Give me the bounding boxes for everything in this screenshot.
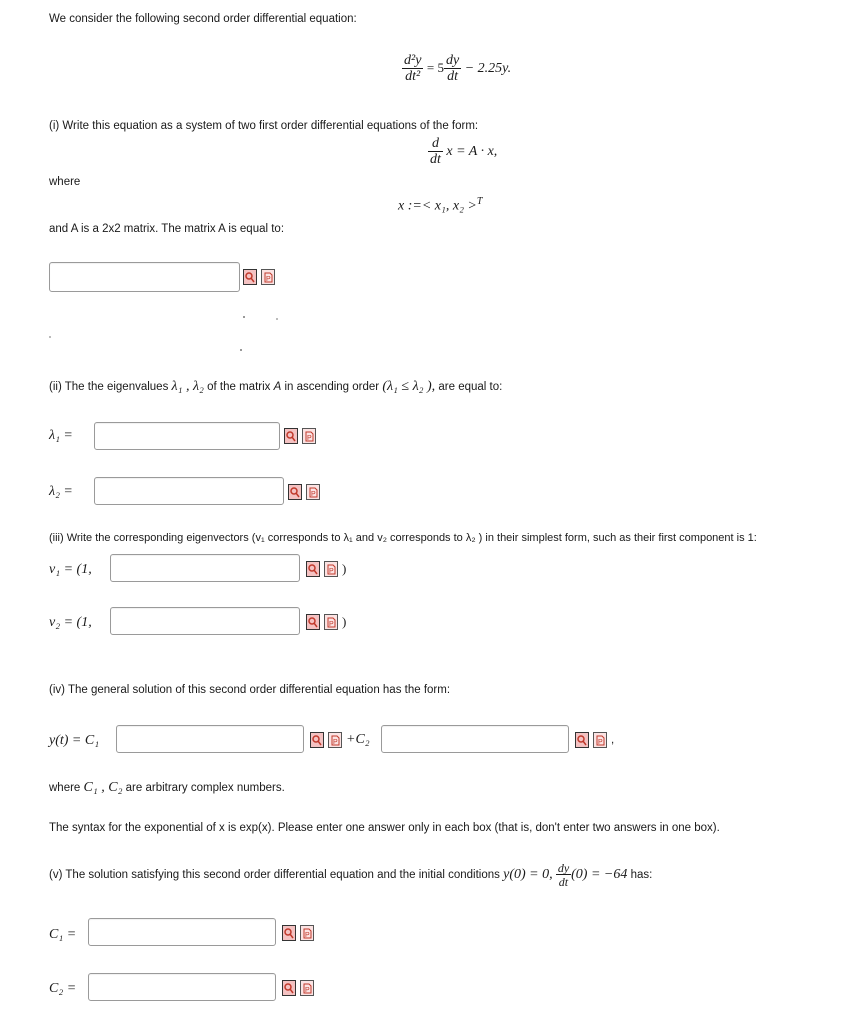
part1-text: (i) Write this equation as a system of two first order differential equations of the form: [49, 120, 479, 132]
xdef-sup: T [476, 196, 483, 207]
lambda1-icons [284, 427, 316, 445]
y-label: y(t) = C₁ [49, 733, 100, 748]
preview-icon[interactable] [284, 428, 298, 444]
c1-label: C₁ = [49, 927, 77, 942]
dot-mark [240, 349, 242, 351]
preview-icon[interactable] [243, 269, 257, 285]
help-icon[interactable] [261, 269, 275, 285]
v2-icons [306, 613, 346, 631]
svg-text:P: P [305, 987, 310, 994]
ic-num: dy [557, 861, 570, 875]
svg-text:P: P [329, 568, 334, 575]
c1-icons [282, 924, 314, 942]
help-icon[interactable] [300, 925, 314, 941]
v1-icons [306, 560, 346, 578]
lambda2-input[interactable] [94, 477, 284, 505]
preview-icon[interactable] [310, 732, 324, 748]
eq-lhs-num: d²y [404, 53, 422, 68]
intro-text: We consider the following second order differential equation: [49, 13, 357, 25]
sys-den: dt [430, 152, 441, 167]
eq-rhs-den: dt [444, 68, 461, 84]
ic-dy0: (0) = −64 [571, 867, 628, 883]
ic-y0: y(0) = 0, [503, 867, 553, 883]
part5-text-main: (v) The solution satisfying this second order differential equation and the initial conditions [49, 869, 500, 882]
svg-text:P: P [598, 739, 603, 746]
v2-input[interactable] [110, 607, 300, 635]
preview-icon[interactable] [288, 484, 302, 500]
preview-icon[interactable] [282, 980, 296, 996]
matrix-prompt: and A is a 2x2 matrix. The matrix A is equal to: [49, 223, 285, 235]
part2-matrix-name: A [273, 381, 282, 393]
trailing-comma: , [611, 734, 615, 746]
svg-text:P: P [333, 739, 338, 746]
system-equation [428, 137, 497, 167]
help-icon[interactable] [328, 732, 342, 748]
v1-input[interactable] [110, 554, 300, 582]
sys-expr: x = A · x, [446, 144, 498, 160]
eq-rhs-num: dy [446, 53, 460, 68]
v1-close-paren: ) [342, 561, 347, 576]
part2-order: (λ₁ ≤ λ₂ ), [382, 379, 436, 394]
help-icon[interactable] [324, 561, 338, 577]
part3-text: (iii) Write the corresponding eigenvectors (v₁ corresponds to λ₁ and v₂ corresponds to λ₂ ) in their simplest form, such as their first component is 1: [49, 532, 757, 544]
lambda1-input[interactable] [94, 422, 280, 450]
x-definition [398, 196, 482, 215]
preview-icon[interactable] [282, 925, 296, 941]
y-term1-input[interactable] [116, 725, 304, 753]
dot-mark [276, 318, 278, 320]
part5-has: has: [630, 869, 653, 882]
c1-input[interactable] [88, 918, 276, 946]
eq-rhs-tail: − 2.25y. [464, 61, 512, 77]
matrix-a-input[interactable] [49, 262, 240, 292]
plus-c2-label: +C₂ [346, 732, 370, 747]
v2-close-paren: ) [342, 614, 347, 629]
help-icon[interactable] [593, 732, 607, 748]
lambda2-label: λ₂ = [49, 484, 73, 499]
ic-den: dt [556, 874, 571, 888]
c2-icons [282, 979, 314, 997]
help-icon[interactable] [324, 614, 338, 630]
constants-where: where [49, 782, 81, 794]
eq-lhs-den: dt² [402, 68, 423, 84]
preview-icon[interactable] [306, 614, 320, 630]
lambda1-label: λ₁ = [49, 428, 73, 443]
part2-lambdas: λ₁ , λ₂ [171, 379, 204, 394]
part2-text-c: of the matrix [207, 381, 271, 393]
constants-note [49, 780, 285, 796]
part2-text-a: (ii) The the eigenvalues [49, 381, 169, 393]
part2-text-g: are equal to: [438, 381, 503, 393]
lambda2-icons [288, 483, 320, 501]
preview-icon[interactable] [575, 732, 589, 748]
part2-text [49, 379, 502, 395]
y-term2-input[interactable] [381, 725, 569, 753]
help-icon[interactable] [302, 428, 316, 444]
svg-text:P: P [305, 932, 310, 939]
y-term2-icons [575, 731, 614, 749]
eq-coef: = 5 [426, 60, 445, 76]
preview-icon[interactable] [306, 561, 320, 577]
svg-text:P: P [311, 491, 316, 498]
c2-label: C₂ = [49, 981, 77, 996]
xdef-text: x :=< x₁, x₂ > [398, 198, 477, 214]
part5-text [49, 862, 652, 888]
part4-text: (iv) The general solution of this second order differential equation has the form: [49, 684, 451, 696]
svg-text:P: P [329, 621, 334, 628]
where-label: where [49, 176, 81, 188]
sys-num: d [431, 136, 439, 151]
v1-label: v₁ = (1, [49, 562, 92, 577]
c2-input[interactable] [88, 973, 276, 1001]
constants-rest: are arbitrary complex numbers. [125, 782, 285, 794]
matrix-a-icons [243, 268, 275, 286]
part2-text-e: in ascending order [284, 381, 380, 393]
v2-label: v₂ = (1, [49, 615, 92, 630]
constants-symbols: C₁ , C₂ [83, 780, 123, 795]
dot-mark [243, 316, 245, 318]
svg-text:P: P [266, 276, 271, 283]
main-equation [402, 54, 511, 84]
help-icon[interactable] [306, 484, 320, 500]
help-icon[interactable] [300, 980, 314, 996]
syntax-note: The syntax for the exponential of x is exp(x). Please enter one answer only in each box (that is, don't enter two answers in one box). [49, 822, 720, 834]
dot-mark [49, 336, 51, 338]
y-term1-icons [310, 731, 370, 749]
svg-text:P: P [307, 435, 312, 442]
